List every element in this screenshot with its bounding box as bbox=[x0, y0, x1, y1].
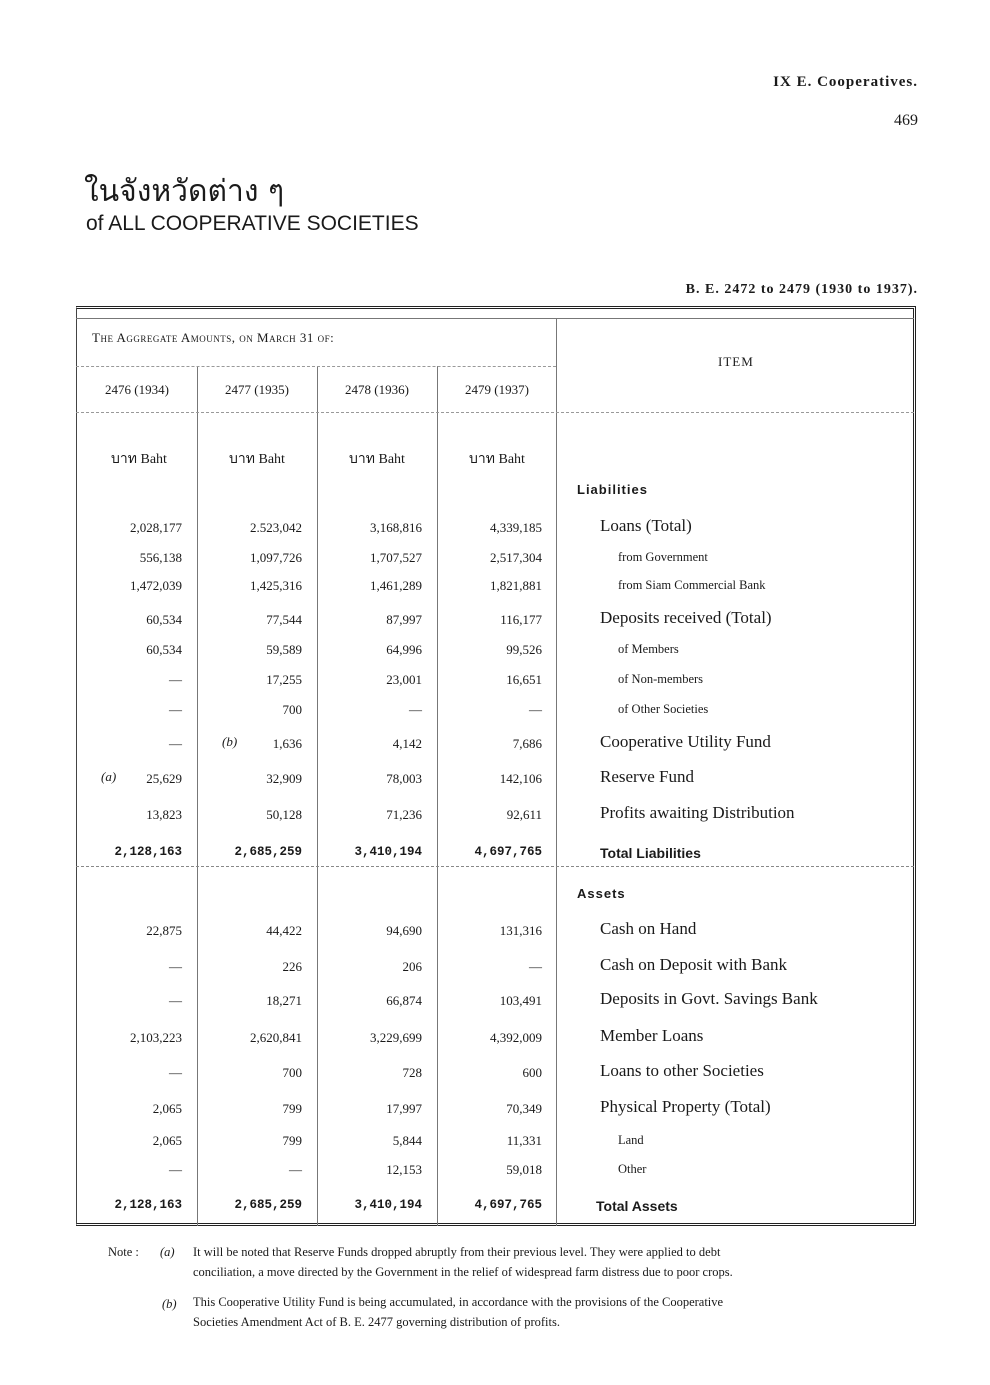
table-cell: 92,611 bbox=[506, 807, 542, 822]
unit-label: บาท Baht bbox=[469, 452, 525, 467]
row-label: from Government bbox=[618, 550, 708, 564]
table-cell: — bbox=[409, 702, 422, 717]
table-cell: 131,316 bbox=[499, 923, 542, 938]
table-cell: 60,534 bbox=[146, 612, 182, 627]
table-cell: 116,177 bbox=[500, 612, 542, 627]
table-cell: 4,142 bbox=[392, 736, 422, 751]
table-cell: 4,697,765 bbox=[474, 845, 542, 859]
table-cell: — bbox=[169, 672, 182, 687]
row-label: from Siam Commercial Bank bbox=[618, 578, 766, 592]
table-cell: 3,410,194 bbox=[354, 845, 422, 859]
table-cell: 799 bbox=[282, 1133, 302, 1148]
section-header: IX E. Cooperatives. bbox=[773, 74, 918, 90]
year-header: 2477 (1935) bbox=[225, 382, 289, 397]
table-cell: 71,236 bbox=[386, 807, 422, 822]
table-cell: 728 bbox=[402, 1065, 422, 1080]
table-cell: 700 bbox=[282, 1065, 302, 1080]
footnote-mark-a: (a) bbox=[101, 769, 117, 784]
row-label: of Non-members bbox=[618, 672, 704, 686]
row-label: Loans (Total) bbox=[600, 516, 692, 535]
col-divider bbox=[197, 366, 198, 1226]
table-cell: 1,461,289 bbox=[370, 578, 422, 593]
table-cell: 4,392,009 bbox=[490, 1030, 542, 1045]
row-label: Reserve Fund bbox=[600, 767, 694, 786]
table-cell: 2,028,177 bbox=[130, 520, 182, 535]
row-label: Profits awaiting Distribution bbox=[600, 803, 795, 822]
table-cell: 25,629 bbox=[146, 771, 182, 786]
note-a-line2: conciliation, a move directed by the Government in the relief of widespread farm distress due to poor crops. bbox=[193, 1265, 733, 1279]
table-cell: 2,685,259 bbox=[234, 1198, 302, 1212]
table-cell: 4,339,185 bbox=[490, 520, 542, 535]
table-cell: 59,018 bbox=[506, 1162, 542, 1177]
table-cell: 2,685,259 bbox=[234, 845, 302, 859]
row-label: of Other Societies bbox=[618, 702, 709, 716]
table-cell: 2,620,841 bbox=[250, 1030, 302, 1045]
row-label: Deposits in Govt. Savings Bank bbox=[600, 989, 818, 1008]
item-header: ITEM bbox=[718, 354, 754, 369]
row-label: Total Liabilities bbox=[600, 845, 701, 861]
table-cell: 2,065 bbox=[152, 1133, 182, 1148]
table-cell: 17,997 bbox=[386, 1101, 422, 1116]
table-cell: — bbox=[169, 993, 182, 1008]
thai-title: ในจังหวัดต่าง ๆ bbox=[84, 174, 285, 209]
table-cell: 77,544 bbox=[266, 612, 302, 627]
table-cell: 3,168,816 bbox=[370, 520, 422, 535]
table-cell: 1,097,726 bbox=[250, 550, 302, 565]
table-cell: 64,996 bbox=[386, 642, 422, 657]
table-cell: 1,425,316 bbox=[250, 578, 302, 593]
row-label: Member Loans bbox=[600, 1026, 704, 1045]
page-number: 469 bbox=[894, 112, 918, 129]
header-rule bbox=[76, 318, 914, 319]
table-cell: 2,128,163 bbox=[114, 845, 182, 859]
period-label: B. E. 2472 to 2479 (1930 to 1937). bbox=[685, 282, 918, 297]
table-cell: — bbox=[169, 959, 182, 974]
table-cell: 78,003 bbox=[386, 771, 422, 786]
note-prefix: Note : bbox=[108, 1245, 139, 1259]
note-b-line1: This Cooperative Utility Fund is being accumulated, in accordance with the provisions of the Cooperative bbox=[193, 1295, 724, 1309]
year-header: 2478 (1936) bbox=[345, 382, 409, 397]
table-cell: 87,997 bbox=[386, 612, 422, 627]
table-cell: 600 bbox=[522, 1065, 542, 1080]
table-cell: 1,821,881 bbox=[490, 578, 542, 593]
table-cell: 17,255 bbox=[266, 672, 302, 687]
table-cell: 1,472,039 bbox=[130, 578, 182, 593]
table-cell: 3,229,699 bbox=[370, 1030, 422, 1045]
table-cell: 700 bbox=[282, 702, 302, 717]
note-a-line1: It will be noted that Reserve Funds dropped abruptly from their previous level. They were applied to debt bbox=[193, 1245, 721, 1259]
table-cell: 2,065 bbox=[152, 1101, 182, 1116]
table-cell: 226 bbox=[282, 959, 302, 974]
table-cell: 23,001 bbox=[386, 672, 422, 687]
table-cell: 556,138 bbox=[139, 550, 182, 565]
years-rule bbox=[76, 366, 556, 367]
table-cell: 99,526 bbox=[506, 642, 542, 657]
table-cell: 1,636 bbox=[272, 736, 302, 751]
table-cell: 2,103,223 bbox=[130, 1030, 182, 1045]
row-label: Cash on Deposit with Bank bbox=[600, 955, 787, 974]
year-header: 2479 (1937) bbox=[465, 382, 529, 397]
table-cell: 13,823 bbox=[146, 807, 182, 822]
table-cell: — bbox=[529, 702, 542, 717]
table-cell: 94,690 bbox=[386, 923, 422, 938]
table-cell: 799 bbox=[282, 1101, 302, 1116]
liabilities-header: Liabilities bbox=[577, 482, 648, 497]
row-label: Loans to other Societies bbox=[600, 1061, 764, 1080]
english-title: of ALL COOPERATIVE SOCIETIES bbox=[86, 212, 419, 235]
item-divider bbox=[556, 318, 557, 1226]
table-cell: — bbox=[169, 1065, 182, 1080]
table-cell: 70,349 bbox=[506, 1101, 542, 1116]
table-cell: 2.523,042 bbox=[250, 520, 302, 535]
row-label: Cash on Hand bbox=[600, 919, 697, 938]
table-cell: — bbox=[169, 702, 182, 717]
table-cell: 44,422 bbox=[266, 923, 302, 938]
table-cell: 22,875 bbox=[146, 923, 182, 938]
table-cell: 50,128 bbox=[266, 807, 302, 822]
footnote-mark-b: (b) bbox=[222, 734, 238, 749]
unit-label: บาท Baht bbox=[111, 452, 167, 467]
row-label: Other bbox=[618, 1162, 647, 1176]
header-bottom-rule bbox=[76, 412, 914, 413]
table-cell: 12,153 bbox=[386, 1162, 422, 1177]
table-cell: 2,517,304 bbox=[490, 550, 542, 565]
aggregate-label: The Aggregate Amounts, on March 31 of: bbox=[92, 330, 335, 345]
table-cell: — bbox=[289, 1162, 302, 1177]
table-cell: 103,491 bbox=[499, 993, 542, 1008]
row-label: Cooperative Utility Fund bbox=[600, 732, 771, 751]
row-label: of Members bbox=[618, 642, 679, 656]
col-divider bbox=[437, 366, 438, 1226]
unit-label: บาท Baht bbox=[349, 452, 405, 467]
table-cell: 16,651 bbox=[506, 672, 542, 687]
row-label: Land bbox=[618, 1133, 644, 1147]
row-label: Deposits received (Total) bbox=[600, 608, 772, 627]
table-cell: — bbox=[529, 959, 542, 974]
table-cell: 60,534 bbox=[146, 642, 182, 657]
table-cell: 4,697,765 bbox=[474, 1198, 542, 1212]
note-b-mark: (b) bbox=[162, 1297, 177, 1311]
assets-header: Assets bbox=[577, 886, 626, 901]
table-cell: 3,410,194 bbox=[354, 1198, 422, 1212]
table-cell: — bbox=[169, 736, 182, 751]
table-frame bbox=[76, 306, 916, 1226]
table-cell: 1,707,527 bbox=[370, 550, 422, 565]
row-label: Physical Property (Total) bbox=[600, 1097, 771, 1116]
note-b-line2: Societies Amendment Act of B. E. 2477 governing distribution of profits. bbox=[193, 1315, 560, 1329]
table-cell: 66,874 bbox=[386, 993, 422, 1008]
table-cell: 206 bbox=[402, 959, 422, 974]
year-header: 2476 (1934) bbox=[105, 382, 169, 397]
col-divider bbox=[317, 366, 318, 1226]
section-rule bbox=[76, 866, 914, 867]
table-cell: 142,106 bbox=[499, 771, 542, 786]
unit-label: บาท Baht bbox=[229, 452, 285, 467]
table-cell: 11,331 bbox=[506, 1133, 542, 1148]
table-cell: 18,271 bbox=[266, 993, 302, 1008]
table-cell: 2,128,163 bbox=[114, 1198, 182, 1212]
row-label: Total Assets bbox=[596, 1198, 678, 1214]
table-cell: 7,686 bbox=[512, 736, 542, 751]
table-cell: 32,909 bbox=[266, 771, 302, 786]
table-cell: 59,589 bbox=[266, 642, 302, 657]
table-cell: 5,844 bbox=[392, 1133, 422, 1148]
note-a-mark: (a) bbox=[160, 1245, 175, 1259]
table-cell: — bbox=[169, 1162, 182, 1177]
